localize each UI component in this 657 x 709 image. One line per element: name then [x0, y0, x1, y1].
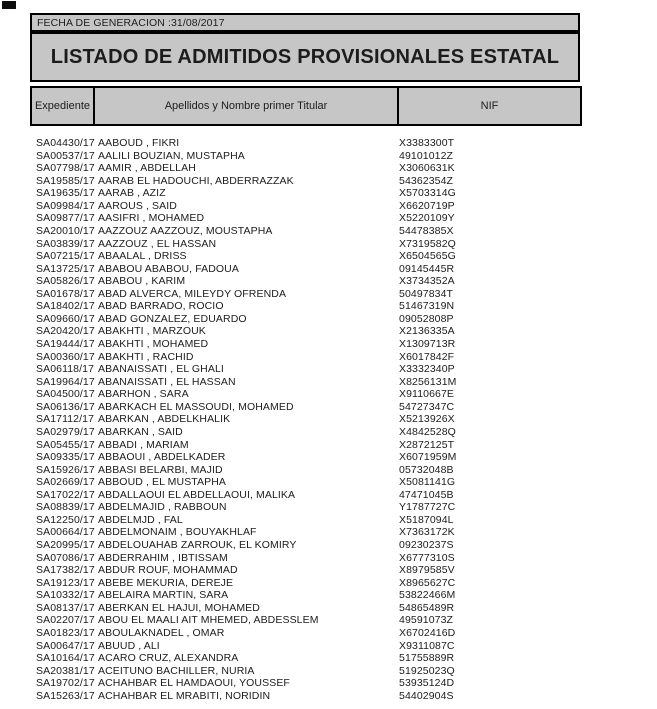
expediente-cell: SA17112/17: [36, 413, 95, 426]
name-cell: ABOU EL MAALI AIT MHEMED, ABDESSLEM: [98, 614, 319, 627]
name-cell: AASIFRI , MOHAMED: [98, 212, 205, 225]
table-row: [0, 514, 657, 527]
name-cell: ABOULAKNADEL , OMAR: [98, 626, 225, 639]
name-cell: AAZZOUZ AAZZOUZ, MOUSTAPHA: [98, 224, 273, 237]
nif-cell: 09230237S: [399, 539, 454, 551]
table-row: [0, 376, 657, 389]
name-cell: ABANAISSATI , EL HASSAN: [98, 375, 236, 388]
table-row: [0, 489, 657, 502]
nif-cell: 54727347C: [399, 400, 455, 413]
table-row: [0, 602, 657, 615]
name-cell: ABEBE MEKURIA, DEREJE: [98, 576, 234, 589]
expediente-cell: SA08137/17: [36, 601, 95, 614]
nif-cell: X5213926X: [399, 413, 455, 426]
expediente-cell: SA09877/17: [36, 212, 95, 225]
table-row: [0, 464, 657, 477]
name-cell: AAMIR , ABDELLAH: [98, 162, 196, 175]
nif-cell: 51755889R: [399, 652, 455, 665]
name-cell: ABARHON , SARA: [98, 388, 189, 401]
table-row: [0, 665, 657, 678]
nif-cell: 53935124D: [399, 677, 455, 690]
table-row: [0, 526, 657, 539]
name-cell: ACARO CRUZ, ALEXANDRA: [98, 652, 239, 665]
expediente-cell: SA19585/17: [36, 174, 95, 187]
expediente-cell: SA00537/17: [36, 149, 95, 162]
nif-cell: X8256131M: [399, 375, 457, 388]
name-cell: ABAD BARRADO, ROCIO: [98, 300, 224, 313]
expediente-cell: SA20381/17: [36, 664, 95, 677]
table-row: [0, 162, 657, 175]
nif-cell: 09145445R: [399, 262, 455, 275]
nif-cell: X6777310S: [399, 551, 455, 564]
name-cell: ABAALAL , DRISS: [98, 250, 187, 263]
table-row: [0, 589, 657, 602]
expediente-cell: SA17022/17: [36, 488, 95, 501]
table-row: [0, 413, 657, 426]
nif-cell: X2872125T: [399, 438, 455, 451]
table-row: [0, 212, 657, 225]
table-row: [0, 225, 657, 238]
expediente-cell: SA10164/17: [36, 652, 95, 665]
nif-cell: 05732048B: [399, 463, 454, 476]
name-cell: ABAKHTI , MOHAMED: [98, 338, 209, 350]
table-row: [0, 263, 657, 276]
nif-cell: X9311087C: [399, 639, 455, 652]
expediente-cell: SA09984/17: [36, 199, 95, 212]
nif-cell: X5187094L: [399, 513, 454, 526]
nif-cell: 54478385X: [399, 224, 454, 237]
expediente-cell: SA12250/17: [36, 513, 95, 526]
expediente-cell: SA15263/17: [36, 689, 95, 702]
table-row: [0, 338, 657, 351]
name-cell: ABARKACH EL MASSOUDI, MOHAMED: [98, 400, 294, 413]
name-cell: ABARKAN , ABDELKHALIK: [98, 413, 231, 426]
table-row: [0, 187, 657, 200]
nif-cell: X5081141G: [399, 476, 456, 489]
expediente-cell: SA07086/17: [36, 551, 95, 564]
expediente-cell: SA19702/17: [36, 677, 95, 690]
nif-cell: X1309713R: [399, 338, 456, 350]
expediente-cell: SA07215/17: [36, 250, 95, 263]
expediente-cell: SA04500/17: [36, 388, 95, 401]
name-cell: ABDUR ROUF, MOHAMMAD: [98, 564, 238, 577]
table-row: [0, 275, 657, 288]
expediente-cell: SA20010/17: [36, 224, 95, 237]
expediente-cell: SA08839/17: [36, 501, 95, 514]
table-row: [0, 552, 657, 565]
expediente-cell: SA19444/17: [36, 338, 95, 350]
nif-cell: 47471045B: [399, 488, 454, 501]
expediente-cell: SA01678/17: [36, 287, 95, 300]
nif-cell: X3332340P: [399, 363, 455, 376]
nif-cell: X6504565G: [399, 250, 456, 263]
name-cell: ABDALLAOUI EL ABDELLAOUI, MALIKA: [98, 488, 296, 501]
generation-date-bar: [30, 13, 580, 32]
table-row: [0, 313, 657, 326]
table-row: [0, 690, 657, 703]
expediente-cell: SA00360/17: [36, 350, 95, 363]
name-cell: ABBOUD , EL MUSTAPHA: [98, 476, 227, 489]
name-cell: AARAB , AZIZ: [98, 187, 166, 200]
table-row: [0, 640, 657, 653]
name-cell: AALILI BOUZIAN, MUSTAPHA: [98, 149, 245, 162]
expediente-cell: SA07798/17: [36, 162, 95, 175]
table-row: [0, 627, 657, 640]
table-row: [0, 325, 657, 338]
name-cell: ABAKHTI , MARZOUK: [98, 325, 206, 338]
table-row: [0, 652, 657, 665]
expediente-cell: SA13725/17: [36, 262, 95, 275]
table-row: [0, 501, 657, 514]
nif-cell: X3060631K: [399, 162, 455, 175]
table-header-row: [30, 86, 582, 126]
nif-cell: 54362354Z: [399, 174, 454, 187]
expediente-cell: SA02979/17: [36, 425, 95, 438]
name-cell: ABANAISSATI , EL GHALI: [98, 363, 224, 376]
name-cell: ABDELMONAIM , BOUYAKHLAF: [98, 526, 257, 539]
nif-cell: 51467319N: [399, 300, 455, 313]
table-row: [0, 451, 657, 464]
nif-cell: 49591073Z: [399, 614, 454, 627]
column-header-expediente: Expediente: [32, 88, 95, 124]
name-cell: AAZZOUZ , EL HASSAN: [98, 237, 217, 250]
table-row: [0, 238, 657, 251]
expediente-cell: SA02207/17: [36, 614, 95, 627]
name-cell: ABDERRAHIM , IBTISSAM: [98, 551, 228, 564]
nif-cell: X6620719P: [399, 199, 455, 212]
name-cell: AAROUS , SAID: [98, 199, 177, 212]
expediente-cell: SA06118/17: [36, 363, 95, 376]
table-row: [0, 439, 657, 452]
nif-cell: 54402904S: [399, 689, 454, 702]
nif-cell: X3734352A: [399, 275, 455, 288]
table-body: [0, 137, 657, 702]
name-cell: ABDELMJD , FAL: [98, 513, 183, 526]
name-cell: ACHAHBAR EL MRABITI, NORIDIN: [98, 689, 271, 702]
name-cell: ABAD GONZALEZ, EDUARDO: [98, 312, 247, 325]
expediente-cell: SA19123/17: [36, 576, 95, 589]
expediente-cell: SA05455/17: [36, 438, 95, 451]
title-bar: [30, 32, 580, 82]
name-cell: ABERKAN EL HAJUI, MOHAMED: [98, 601, 260, 614]
nif-cell: 53822466M: [399, 589, 456, 602]
table-row: [0, 175, 657, 188]
expediente-cell: SA00664/17: [36, 526, 95, 539]
name-cell: ABBASI BELARBI, MAJID: [98, 463, 223, 476]
name-cell: ABDELMAJID , RABBOUN: [98, 501, 227, 514]
column-header-apellidos-nombre: Apellidos y Nombre primer Titular: [95, 88, 399, 124]
name-cell: ACEITUNO BACHILLER, NURIA: [98, 664, 255, 677]
expediente-cell: SA20420/17: [36, 325, 95, 338]
expediente-cell: SA04430/17: [36, 137, 95, 149]
expediente-cell: SA06136/17: [36, 400, 95, 413]
name-cell: ABABOU , KARIM: [98, 275, 186, 288]
table-row: [0, 426, 657, 439]
expediente-cell: SA05826/17: [36, 275, 95, 288]
name-cell: ABUUD , ALI: [98, 639, 160, 652]
generation-date-label: FECHA DE GENERACION :31/08/2017: [37, 16, 225, 29]
expediente-cell: SA18402/17: [36, 300, 95, 313]
expediente-cell: SA03839/17: [36, 237, 95, 250]
table-row: [0, 401, 657, 414]
expediente-cell: SA01823/17: [36, 626, 95, 639]
nif-cell: X6071959M: [399, 451, 457, 464]
expediente-cell: SA20995/17: [36, 539, 95, 551]
page-title: LISTADO DE ADMITIDOS PROVISIONALES ESTATAL: [50, 45, 560, 68]
column-header-nif: NIF: [480, 100, 499, 112]
nif-cell: X2136335A: [399, 325, 455, 338]
table-row: [0, 388, 657, 401]
nif-cell: 49101012Z: [399, 149, 454, 162]
scan-corner-mark: [2, 1, 16, 9]
expediente-cell: SA15926/17: [36, 463, 95, 476]
expediente-cell: SA09335/17: [36, 451, 95, 464]
table-row: [0, 300, 657, 313]
table-row: [0, 539, 657, 552]
nif-cell: 54865489R: [399, 601, 455, 614]
nif-cell: X6702416D: [399, 626, 456, 639]
nif-cell: X7319582Q: [399, 237, 456, 250]
nif-cell: X8979585V: [399, 564, 455, 577]
nif-cell: 50497834T: [399, 287, 454, 300]
name-cell: ABDELOUAHAB ZARROUK, EL KOMIRY: [98, 539, 297, 551]
table-row: [0, 476, 657, 489]
name-cell: ABBAOUI , ABDELKADER: [98, 451, 226, 464]
nif-cell: X7363172K: [399, 526, 455, 539]
nif-cell: X5220109Y: [399, 212, 455, 225]
nif-cell: X5703314G: [399, 187, 456, 200]
expediente-cell: SA19964/17: [36, 375, 95, 388]
expediente-cell: SA10332/17: [36, 589, 95, 602]
nif-cell: 51925023Q: [399, 664, 455, 677]
name-cell: AARAB EL HADOUCHI, ABDERRAZZAK: [98, 174, 294, 187]
name-cell: ABARKAN , SAID: [98, 425, 183, 438]
nif-cell: X8965627C: [399, 576, 456, 589]
name-cell: ABAKHTI , RACHID: [98, 350, 194, 363]
table-row: [0, 677, 657, 690]
nif-cell: 09052808P: [399, 312, 454, 325]
nif-cell: X3383300T: [399, 137, 455, 149]
name-cell: ACHAHBAR EL HAMDAOUI, YOUSSEF: [98, 677, 290, 690]
table-row: [0, 564, 657, 577]
table-row: [0, 288, 657, 301]
expediente-cell: SA09660/17: [36, 312, 95, 325]
table-row: [0, 614, 657, 627]
nif-cell: X9110667E: [399, 388, 455, 401]
nif-cell: Y1787727C: [399, 501, 456, 514]
expediente-cell: SA17382/17: [36, 564, 95, 577]
name-cell: ABELAIRA MARTIN, SARA: [98, 589, 229, 602]
table-row: [0, 137, 657, 150]
table-row: [0, 150, 657, 163]
name-cell: ABBADI , MARIAM: [98, 438, 189, 451]
table-row: [0, 363, 657, 376]
table-row: [0, 351, 657, 364]
table-row: [0, 250, 657, 263]
table-row: [0, 200, 657, 213]
expediente-cell: SA00647/17: [36, 639, 95, 652]
nif-cell: X6017842F: [399, 350, 455, 363]
nif-cell: X4842528Q: [399, 425, 456, 438]
name-cell: ABABOU ABABOU, FADOUA: [98, 262, 239, 275]
expediente-cell: SA19635/17: [36, 187, 95, 200]
expediente-cell: SA02669/17: [36, 476, 95, 489]
table-row: [0, 577, 657, 590]
name-cell: ABAD ALVERCA, MILEYDY OFRENDA: [98, 287, 287, 300]
name-cell: AABOUD , FIKRI: [98, 137, 180, 149]
